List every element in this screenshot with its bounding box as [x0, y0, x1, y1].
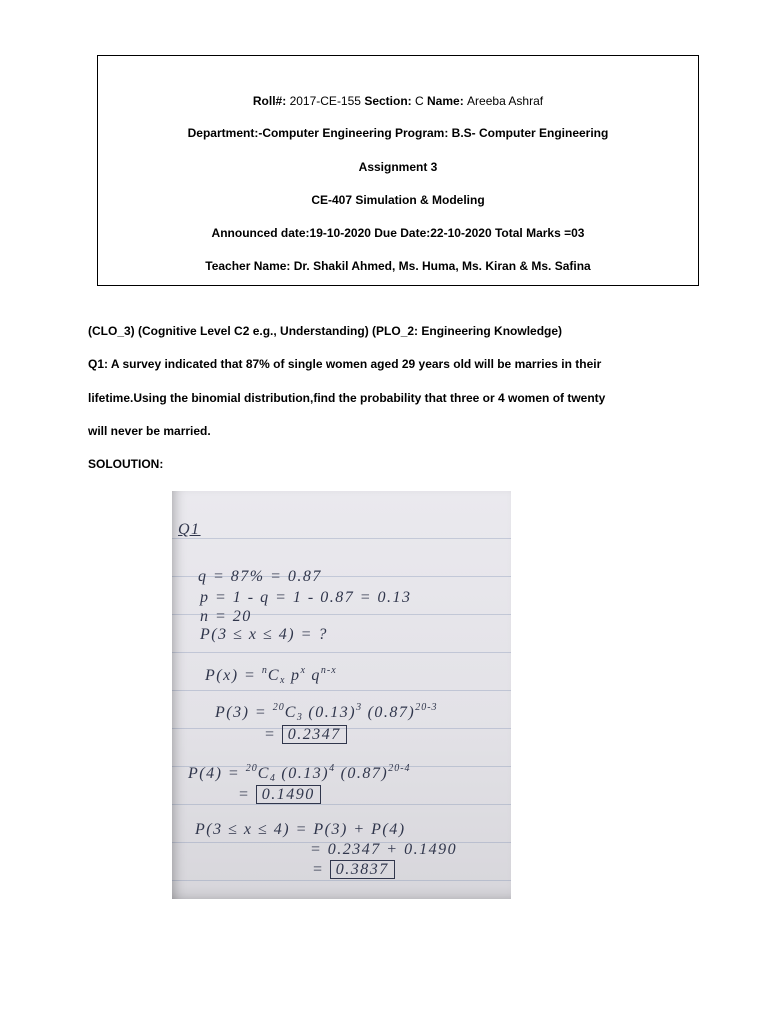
formula-part: (0.13)	[302, 704, 357, 721]
formula-part: (0.87)	[362, 704, 416, 721]
section-value: C	[415, 94, 424, 108]
handwritten-p4-result	[238, 785, 321, 805]
handwritten-solution-photo	[172, 491, 511, 899]
equals-sign: =	[312, 861, 325, 878]
formula-superscript: 20	[245, 763, 258, 774]
boxed-result-p3: 0.2347	[282, 725, 347, 744]
handwritten-binomial-formula	[205, 666, 337, 686]
formula-superscript: 20	[272, 702, 285, 713]
formula-part: C	[284, 704, 297, 721]
formula-superscript: n-x	[320, 665, 337, 676]
course-title: CE-407 Simulation & Modeling	[311, 193, 485, 207]
formula-part: C	[257, 765, 270, 782]
formula-part: P(3) =	[215, 704, 273, 721]
boxed-final-answer: 0.3837	[330, 860, 395, 879]
department-line: Department:-Computer Engineering Program: B.S- Computer Engineering	[187, 126, 609, 140]
boxed-result-p4: 0.1490	[256, 785, 321, 804]
roll-number: 2017-CE-155	[289, 94, 361, 108]
handwritten-final-result	[312, 860, 395, 880]
formula-part: (0.87)	[335, 765, 389, 782]
handwritten-p3-formula	[215, 703, 438, 723]
handwritten-question-label: Q1	[178, 521, 201, 538]
handwritten-sum-values: = 0.2347 + 0.1490	[310, 841, 458, 858]
handwritten-p4-formula	[188, 764, 411, 784]
formula-subscript: 3	[296, 712, 303, 723]
formula-part: (0.13)	[275, 765, 330, 782]
assignment-title: Assignment 3	[358, 160, 438, 174]
formula-superscript: 4	[329, 763, 336, 774]
equals-sign: =	[264, 726, 277, 743]
handwritten-target-probability: P(3 ≤ x ≤ 4) = ?	[200, 626, 328, 643]
handwritten-p3-result	[264, 725, 347, 745]
formula-part: p	[285, 667, 301, 684]
formula-subscript: 4	[269, 773, 276, 784]
dates-marks-line: Announced date:19-10-2020 Due Date:22-10-2020 Total Marks =03	[211, 226, 585, 240]
handwritten-q-value: q = 87% = 0.87	[198, 568, 322, 585]
handwritten-sum-formula: P(3 ≤ x ≤ 4) = P(3) + P(4)	[195, 821, 406, 838]
formula-part: q	[305, 667, 321, 684]
formula-part: C	[267, 667, 280, 684]
learning-outcomes-line: (CLO_3) (Cognitive Level C2 e.g., Understanding) (PLO_2: Engineering Knowledge)	[88, 324, 563, 338]
handwritten-p-value: p = 1 - q = 1 - 0.87 = 0.13	[200, 589, 412, 606]
question-line: lifetime.Using the binomial distribution,find the probability that three or 4 women of twenty	[88, 391, 606, 405]
formula-superscript: 20-4	[388, 763, 411, 774]
handwritten-n-value: n = 20	[200, 608, 252, 625]
question-line: Q1: A survey indicated that 87% of single women aged 29 years old will be marries in their	[88, 357, 602, 371]
formula-part: P(x) =	[205, 667, 262, 684]
equals-sign: =	[238, 786, 251, 803]
teacher-line: Teacher Name: Dr. Shakil Ahmed, Ms. Huma, Ms. Kiran & Ms. Safina	[205, 259, 591, 273]
formula-superscript: 3	[356, 702, 363, 713]
name-label: Name:	[427, 94, 464, 108]
student-name: Areeba Ashraf	[467, 94, 544, 108]
formula-superscript: n	[261, 665, 268, 676]
student-info-line	[98, 93, 698, 109]
formula-subscript: x	[280, 675, 286, 686]
assignment-header-box	[97, 55, 699, 286]
solution-heading: SOLOUTION:	[88, 457, 164, 471]
formula-part: P(4) =	[188, 765, 246, 782]
formula-superscript: 20-3	[415, 702, 438, 713]
roll-label: Roll#:	[252, 94, 287, 108]
section-label: Section:	[364, 94, 412, 108]
formula-superscript: x	[300, 665, 306, 676]
question-line: will never be married.	[88, 424, 211, 438]
